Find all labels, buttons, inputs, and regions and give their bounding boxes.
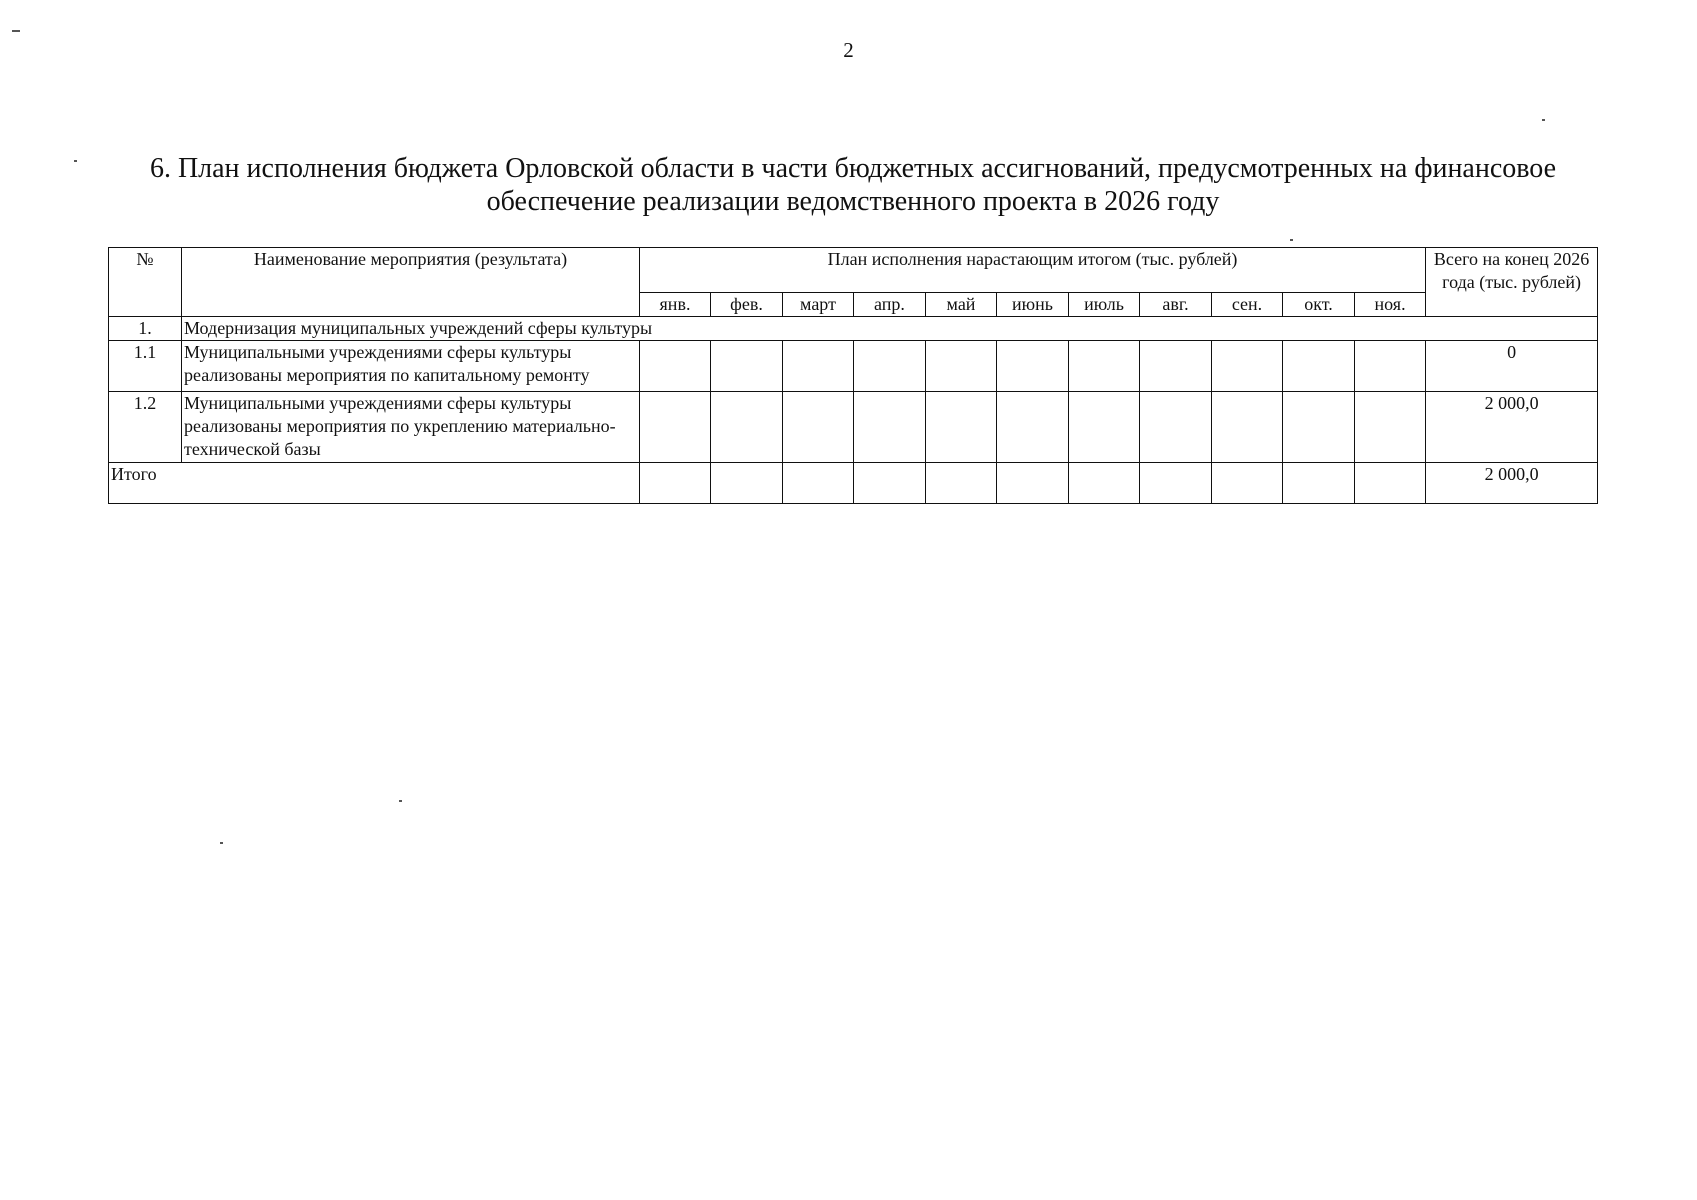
month-cell — [1355, 392, 1426, 463]
table-row — [109, 392, 1598, 463]
month-cell — [997, 463, 1069, 504]
section-name: Модернизация муниципальных учреждений сферы культуры — [182, 317, 1598, 341]
month-cell — [1140, 392, 1212, 463]
month-cell — [926, 341, 997, 392]
header-name: Наименование мероприятия (результата) — [182, 248, 640, 317]
month-cell — [997, 341, 1069, 392]
month-cell — [1283, 392, 1355, 463]
scan-speck — [74, 160, 77, 162]
sum-row — [109, 463, 1598, 504]
budget-plan-table — [108, 247, 1598, 504]
month-cell — [1069, 341, 1140, 392]
title-line-2: обеспечение реализации ведомственного проекта в 2026 году — [486, 186, 1220, 217]
scan-speck — [1542, 119, 1545, 121]
scan-speck — [1290, 239, 1293, 241]
scan-speck — [12, 30, 20, 32]
sum-label: Итого — [109, 463, 640, 504]
month-cell — [926, 463, 997, 504]
month-cell — [926, 392, 997, 463]
month-cell — [711, 392, 783, 463]
month-cell — [1069, 463, 1140, 504]
month-cell — [854, 463, 926, 504]
month-header: ноя. — [1355, 293, 1426, 317]
month-cell — [783, 463, 854, 504]
month-cell — [783, 392, 854, 463]
month-cell — [640, 463, 711, 504]
month-header: фев. — [711, 293, 783, 317]
month-header: июнь — [997, 293, 1069, 317]
scan-speck — [399, 800, 402, 802]
month-cell — [997, 392, 1069, 463]
row-name: Муниципальными учреждениями сферы культуры реализованы мероприятия по капитальному ремонту — [182, 341, 640, 392]
month-cell — [783, 341, 854, 392]
month-cell — [1283, 341, 1355, 392]
scan-speck — [220, 842, 223, 844]
header-total: Всего на конец 2026 года (тыс. рублей) — [1426, 248, 1598, 317]
month-header: июль — [1069, 293, 1140, 317]
sum-total: 2 000,0 — [1426, 463, 1598, 504]
month-cell — [711, 341, 783, 392]
month-header: май — [926, 293, 997, 317]
month-header: окт. — [1283, 293, 1355, 317]
month-cell — [1212, 392, 1283, 463]
month-cell — [640, 341, 711, 392]
month-cell — [711, 463, 783, 504]
month-cell — [1140, 463, 1212, 504]
month-cell — [854, 341, 926, 392]
title-line-1: 6. План исполнения бюджета Орловской области в части бюджетных ассигнований, предусмотренных на финансовое — [149, 153, 1557, 184]
month-cell — [1283, 463, 1355, 504]
page-number: 2 — [843, 38, 854, 62]
table-header-row — [109, 248, 1598, 293]
month-header: авг. — [1140, 293, 1212, 317]
month-cell — [1355, 463, 1426, 504]
month-cell — [1212, 463, 1283, 504]
row-name: Муниципальными учреждениями сферы культуры реализованы мероприятия по укреплению материально-технической базы — [182, 392, 640, 463]
section-num: 1. — [109, 317, 182, 341]
month-cell — [640, 392, 711, 463]
month-header: сен. — [1212, 293, 1283, 317]
month-cell — [854, 392, 926, 463]
month-header: март — [783, 293, 854, 317]
header-plan: План исполнения нарастающим итогом (тыс. рублей) — [640, 248, 1426, 293]
month-header: апр. — [854, 293, 926, 317]
table-row — [109, 341, 1598, 392]
month-cell — [1069, 392, 1140, 463]
document-title — [108, 152, 1598, 218]
section-row — [109, 317, 1598, 341]
month-header: янв. — [640, 293, 711, 317]
month-cell — [1355, 341, 1426, 392]
month-cell — [1212, 341, 1283, 392]
row-num: 1.2 — [109, 392, 182, 463]
header-num: № — [109, 248, 182, 317]
month-cell — [1140, 341, 1212, 392]
row-num: 1.1 — [109, 341, 182, 392]
row-total: 0 — [1426, 341, 1598, 392]
row-total: 2 000,0 — [1426, 392, 1598, 463]
